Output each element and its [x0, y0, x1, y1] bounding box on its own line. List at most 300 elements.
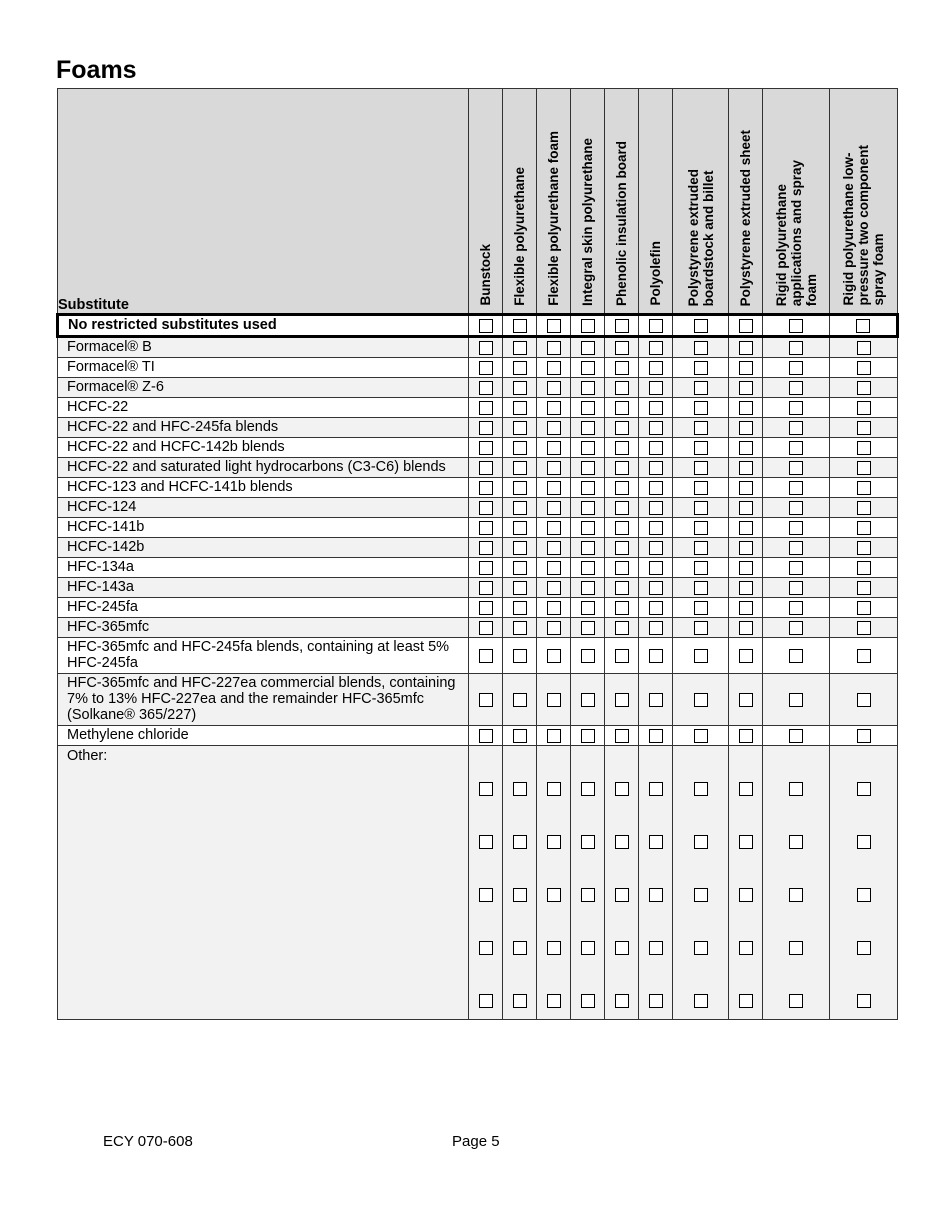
checkbox-cell — [537, 538, 571, 558]
checkbox-polystyrene-extruded-boardstock-and-billet[interactable] — [694, 461, 708, 475]
checkbox-cell — [639, 538, 673, 558]
checkbox-rigid-polyurethane-low-pressure-two-component-spray-foam[interactable] — [857, 481, 871, 495]
checkbox-rigid-polyurethane-low-pressure-two-component-spray-foam[interactable] — [857, 693, 871, 707]
column-header-bunstock — [469, 89, 503, 315]
checkbox-cell — [605, 378, 639, 398]
checkbox-polystyrene-extruded-sheet[interactable] — [739, 481, 753, 495]
checkbox-cell — [830, 598, 898, 618]
checkbox-flexible-polyurethane[interactable] — [513, 601, 527, 615]
checkbox-cell — [639, 337, 673, 358]
checkbox-rigid-polyurethane-applications-and-spray-foam[interactable] — [789, 649, 803, 663]
checkbox-rigid-polyurethane-applications-and-spray-foam[interactable] — [789, 341, 803, 355]
other-checkbox[interactable] — [581, 835, 595, 849]
checkbox-cell — [571, 598, 605, 618]
checkbox-flexible-polyurethane-foam[interactable] — [547, 621, 561, 635]
checkbox-phenolic-insulation-board[interactable] — [615, 361, 629, 375]
other-checkbox[interactable] — [694, 994, 708, 1008]
checkbox-cell — [503, 418, 537, 438]
substitute-name: Methylene chloride — [58, 726, 469, 746]
checkbox-rigid-polyurethane-low-pressure-two-component-spray-foam[interactable] — [857, 501, 871, 515]
checkbox-rigid-polyurethane-low-pressure-two-component-spray-foam[interactable] — [857, 401, 871, 415]
checkbox-phenolic-insulation-board[interactable] — [615, 541, 629, 555]
substitute-name: HFC-365mfc — [58, 618, 469, 638]
checkbox-flexible-polyurethane[interactable] — [513, 693, 527, 707]
checkbox-flexible-polyurethane[interactable] — [513, 521, 527, 535]
checkbox-polystyrene-extruded-boardstock-and-billet[interactable] — [694, 501, 708, 515]
checkbox-polystyrene-extruded-boardstock-and-billet[interactable] — [694, 693, 708, 707]
checkbox-polystyrene-extruded-boardstock-and-billet[interactable] — [694, 729, 708, 743]
checkbox-polystyrene-extruded-boardstock-and-billet[interactable] — [694, 381, 708, 395]
checkbox-rigid-polyurethane-applications-and-spray-foam[interactable] — [789, 581, 803, 595]
checkbox-cell — [673, 578, 729, 598]
checkbox-rigid-polyurethane-low-pressure-two-component-spray-foam[interactable] — [857, 421, 871, 435]
checkbox-polystyrene-extruded-boardstock-and-billet[interactable] — [694, 401, 708, 415]
other-checkbox[interactable] — [789, 888, 803, 902]
checkbox-flexible-polyurethane-foam[interactable] — [547, 441, 561, 455]
checkbox-cell — [673, 618, 729, 638]
other-checkbox[interactable] — [615, 835, 629, 849]
checkbox-bunstock[interactable] — [479, 621, 493, 635]
checkbox-bunstock[interactable] — [479, 601, 493, 615]
checkbox-integral-skin-polyurethane[interactable] — [581, 581, 595, 595]
checkbox-rigid-polyurethane-applications-and-spray-foam[interactable] — [789, 601, 803, 615]
checkbox-integral-skin-polyurethane[interactable] — [581, 461, 595, 475]
checkbox-flexible-polyurethane[interactable] — [513, 319, 527, 333]
checkbox-polyolefin[interactable] — [649, 561, 663, 575]
checkbox-flexible-polyurethane[interactable] — [513, 581, 527, 595]
other-checkbox[interactable] — [479, 941, 493, 955]
column-label: Polystyrene extruded boardstock and billet — [685, 168, 716, 306]
column-header-integral-skin-polyurethane — [571, 89, 605, 315]
checkbox-rigid-polyurethane-applications-and-spray-foam[interactable] — [789, 501, 803, 515]
other-checkbox[interactable] — [694, 941, 708, 955]
checkbox-cell — [729, 558, 763, 578]
checkbox-flexible-polyurethane[interactable] — [513, 501, 527, 515]
other-checkbox[interactable] — [513, 994, 527, 1008]
checkbox-flexible-polyurethane-foam[interactable] — [547, 319, 561, 333]
checkbox-polystyrene-extruded-sheet[interactable] — [739, 381, 753, 395]
other-checkbox[interactable] — [857, 835, 871, 849]
checkbox-rigid-polyurethane-low-pressure-two-component-spray-foam[interactable] — [857, 649, 871, 663]
table-row — [58, 458, 898, 478]
checkbox-rigid-polyurethane-low-pressure-two-component-spray-foam[interactable] — [857, 581, 871, 595]
checkbox-cell — [571, 478, 605, 498]
checkbox-polyolefin[interactable] — [649, 521, 663, 535]
checkbox-flexible-polyurethane[interactable] — [513, 461, 527, 475]
checkbox-bunstock[interactable] — [479, 381, 493, 395]
checkbox-flexible-polyurethane-foam[interactable] — [547, 381, 561, 395]
other-checkbox[interactable] — [513, 888, 527, 902]
checkbox-flexible-polyurethane-foam[interactable] — [547, 361, 561, 375]
checkbox-phenolic-insulation-board[interactable] — [615, 693, 629, 707]
checkbox-cell — [673, 358, 729, 378]
other-checkbox[interactable] — [694, 835, 708, 849]
checkbox-rigid-polyurethane-applications-and-spray-foam[interactable] — [789, 421, 803, 435]
checkbox-integral-skin-polyurethane[interactable] — [581, 649, 595, 663]
checkbox-phenolic-insulation-board[interactable] — [615, 521, 629, 535]
checkbox-flexible-polyurethane[interactable] — [513, 341, 527, 355]
checkbox-integral-skin-polyurethane[interactable] — [581, 481, 595, 495]
checkbox-phenolic-insulation-board[interactable] — [615, 581, 629, 595]
other-checkbox[interactable] — [479, 994, 493, 1008]
checkbox-flexible-polyurethane-foam[interactable] — [547, 461, 561, 475]
other-checkbox[interactable] — [615, 994, 629, 1008]
other-checkbox[interactable] — [547, 835, 561, 849]
checkbox-rigid-polyurethane-applications-and-spray-foam[interactable] — [789, 361, 803, 375]
checkbox-polyolefin[interactable] — [649, 649, 663, 663]
checkbox-polystyrene-extruded-sheet[interactable] — [739, 601, 753, 615]
checkbox-integral-skin-polyurethane[interactable] — [581, 341, 595, 355]
other-checkbox[interactable] — [479, 888, 493, 902]
other-checkbox[interactable] — [513, 941, 527, 955]
checkbox-flexible-polyurethane[interactable] — [513, 361, 527, 375]
checkbox-flexible-polyurethane[interactable] — [513, 541, 527, 555]
checkbox-flexible-polyurethane[interactable] — [513, 441, 527, 455]
checkbox-polystyrene-extruded-boardstock-and-billet[interactable] — [694, 541, 708, 555]
checkbox-polyolefin[interactable] — [649, 461, 663, 475]
checkbox-polystyrene-extruded-boardstock-and-billet[interactable] — [694, 601, 708, 615]
checkbox-cell — [571, 398, 605, 418]
other-checkbox[interactable] — [547, 888, 561, 902]
checkbox-flexible-polyurethane-foam[interactable] — [547, 501, 561, 515]
checkbox-phenolic-insulation-board[interactable] — [615, 421, 629, 435]
checkbox-polystyrene-extruded-sheet[interactable] — [739, 541, 753, 555]
checkbox-polyolefin[interactable] — [649, 381, 663, 395]
checkbox-bunstock[interactable] — [479, 341, 493, 355]
checkbox-bunstock[interactable] — [479, 729, 493, 743]
checkbox-polyolefin[interactable] — [649, 693, 663, 707]
checkbox-cell — [469, 726, 503, 746]
other-checkbox[interactable] — [789, 782, 803, 796]
checkbox-polyolefin[interactable] — [649, 581, 663, 595]
other-checkbox[interactable] — [694, 888, 708, 902]
checkbox-flexible-polyurethane[interactable] — [513, 401, 527, 415]
other-checkbox[interactable] — [857, 888, 871, 902]
checkbox-rigid-polyurethane-applications-and-spray-foam[interactable] — [789, 521, 803, 535]
checkbox-polystyrene-extruded-sheet[interactable] — [739, 319, 753, 333]
checkbox-integral-skin-polyurethane[interactable] — [581, 441, 595, 455]
checkbox-rigid-polyurethane-low-pressure-two-component-spray-foam[interactable] — [857, 361, 871, 375]
other-checkbox[interactable] — [479, 782, 493, 796]
checkbox-flexible-polyurethane[interactable] — [513, 481, 527, 495]
other-checkbox[interactable] — [857, 994, 871, 1008]
checkbox-polystyrene-extruded-boardstock-and-billet[interactable] — [694, 621, 708, 635]
other-checkbox[interactable] — [694, 782, 708, 796]
checkbox-cell — [639, 438, 673, 458]
checkbox-integral-skin-polyurethane[interactable] — [581, 601, 595, 615]
checkbox-phenolic-insulation-board[interactable] — [615, 319, 629, 333]
checkbox-cell — [605, 358, 639, 378]
checkbox-rigid-polyurethane-low-pressure-two-component-spray-foam[interactable] — [857, 601, 871, 615]
other-checkbox[interactable] — [857, 941, 871, 955]
checkbox-cell — [673, 498, 729, 518]
other-checkbox[interactable] — [739, 835, 753, 849]
checkbox-integral-skin-polyurethane[interactable] — [581, 621, 595, 635]
checkbox-polystyrene-extruded-boardstock-and-billet[interactable] — [694, 481, 708, 495]
checkbox-polyolefin[interactable] — [649, 421, 663, 435]
checkbox-flexible-polyurethane-foam[interactable] — [547, 729, 561, 743]
checkbox-bunstock[interactable] — [479, 541, 493, 555]
checkbox-polyolefin[interactable] — [649, 319, 663, 333]
checkbox-cell — [605, 315, 639, 337]
checkbox-rigid-polyurethane-applications-and-spray-foam[interactable] — [789, 621, 803, 635]
other-checkbox[interactable] — [649, 888, 663, 902]
other-checkbox-cell — [469, 746, 503, 1020]
checkbox-integral-skin-polyurethane[interactable] — [581, 361, 595, 375]
column-label: Polystyrene extruded sheet — [738, 129, 753, 306]
other-checkbox[interactable] — [615, 888, 629, 902]
checkbox-flexible-polyurethane-foam[interactable] — [547, 481, 561, 495]
checkbox-flexible-polyurethane[interactable] — [513, 729, 527, 743]
checkbox-cell — [639, 458, 673, 478]
other-checkbox[interactable] — [479, 835, 493, 849]
checkbox-polystyrene-extruded-sheet[interactable] — [739, 693, 753, 707]
checkbox-cell — [763, 638, 830, 674]
checkbox-polystyrene-extruded-boardstock-and-billet[interactable] — [694, 581, 708, 595]
checkbox-cell — [537, 438, 571, 458]
checkbox-bunstock[interactable] — [479, 319, 493, 333]
form-id: ECY 070-608 — [103, 1133, 193, 1150]
checkbox-polystyrene-extruded-sheet[interactable] — [739, 729, 753, 743]
checkbox-polystyrene-extruded-sheet[interactable] — [739, 401, 753, 415]
checkbox-polyolefin[interactable] — [649, 361, 663, 375]
checkbox-flexible-polyurethane[interactable] — [513, 561, 527, 575]
checkbox-rigid-polyurethane-applications-and-spray-foam[interactable] — [789, 441, 803, 455]
checkbox-rigid-polyurethane-applications-and-spray-foam[interactable] — [789, 401, 803, 415]
substitute-name: HFC-365mfc and HFC-245fa blends, containing at least 5% HFC-245fa — [58, 638, 469, 674]
other-checkbox[interactable] — [649, 994, 663, 1008]
checkbox-integral-skin-polyurethane[interactable] — [581, 401, 595, 415]
checkbox-bunstock[interactable] — [479, 461, 493, 475]
checkbox-phenolic-insulation-board[interactable] — [615, 461, 629, 475]
other-checkbox[interactable] — [581, 941, 595, 955]
checkbox-flexible-polyurethane[interactable] — [513, 621, 527, 635]
checkbox-integral-skin-polyurethane[interactable] — [581, 421, 595, 435]
other-checkbox[interactable] — [739, 941, 753, 955]
checkbox-cell — [469, 418, 503, 438]
table-row — [58, 598, 898, 618]
other-checkbox[interactable] — [615, 941, 629, 955]
checkbox-cell — [673, 478, 729, 498]
checkbox-flexible-polyurethane-foam[interactable] — [547, 693, 561, 707]
checkbox-integral-skin-polyurethane[interactable] — [581, 319, 595, 333]
checkbox-cell — [673, 458, 729, 478]
other-checkbox[interactable] — [789, 941, 803, 955]
checkbox-polystyrene-extruded-sheet[interactable] — [739, 521, 753, 535]
checkbox-polyolefin[interactable] — [649, 341, 663, 355]
checkbox-cell — [605, 598, 639, 618]
checkbox-bunstock[interactable] — [479, 693, 493, 707]
checkbox-cell — [469, 315, 503, 337]
checkbox-rigid-polyurethane-low-pressure-two-component-spray-foam[interactable] — [857, 729, 871, 743]
checkbox-integral-skin-polyurethane[interactable] — [581, 729, 595, 743]
checkbox-rigid-polyurethane-applications-and-spray-foam[interactable] — [789, 729, 803, 743]
checkbox-cell — [503, 358, 537, 378]
checkbox-polyolefin[interactable] — [649, 441, 663, 455]
checkbox-flexible-polyurethane-foam[interactable] — [547, 421, 561, 435]
checkbox-flexible-polyurethane-foam[interactable] — [547, 561, 561, 575]
checkbox-cell — [830, 478, 898, 498]
checkbox-bunstock[interactable] — [479, 401, 493, 415]
checkbox-bunstock[interactable] — [479, 481, 493, 495]
checkbox-rigid-polyurethane-applications-and-spray-foam[interactable] — [789, 319, 803, 333]
checkbox-cell — [639, 315, 673, 337]
checkbox-bunstock[interactable] — [479, 361, 493, 375]
checkbox-bunstock[interactable] — [479, 441, 493, 455]
checkbox-cell — [537, 458, 571, 478]
checkbox-polystyrene-extruded-boardstock-and-billet[interactable] — [694, 441, 708, 455]
checkbox-polystyrene-extruded-sheet[interactable] — [739, 581, 753, 595]
checkbox-flexible-polyurethane[interactable] — [513, 381, 527, 395]
checkbox-rigid-polyurethane-applications-and-spray-foam[interactable] — [789, 461, 803, 475]
substitute-name: Formacel® B — [58, 337, 469, 358]
checkbox-bunstock[interactable] — [479, 561, 493, 575]
checkbox-rigid-polyurethane-low-pressure-two-component-spray-foam[interactable] — [857, 541, 871, 555]
other-checkbox[interactable] — [547, 941, 561, 955]
checkbox-phenolic-insulation-board[interactable] — [615, 601, 629, 615]
checkbox-cell — [673, 337, 729, 358]
checkbox-integral-skin-polyurethane[interactable] — [581, 521, 595, 535]
checkbox-polystyrene-extruded-boardstock-and-billet[interactable] — [694, 521, 708, 535]
checkbox-bunstock[interactable] — [479, 421, 493, 435]
other-checkbox[interactable] — [615, 782, 629, 796]
checkbox-rigid-polyurethane-applications-and-spray-foam[interactable] — [789, 481, 803, 495]
checkbox-polyolefin[interactable] — [649, 601, 663, 615]
checkbox-cell — [763, 538, 830, 558]
table-row — [58, 398, 898, 418]
checkbox-phenolic-insulation-board[interactable] — [615, 729, 629, 743]
other-checkbox[interactable] — [857, 782, 871, 796]
checkbox-polystyrene-extruded-boardstock-and-billet[interactable] — [694, 421, 708, 435]
checkbox-bunstock[interactable] — [479, 649, 493, 663]
checkbox-polystyrene-extruded-boardstock-and-billet[interactable] — [694, 649, 708, 663]
checkbox-rigid-polyurethane-low-pressure-two-component-spray-foam[interactable] — [857, 461, 871, 475]
checkbox-rigid-polyurethane-applications-and-spray-foam[interactable] — [789, 381, 803, 395]
checkbox-phenolic-insulation-board[interactable] — [615, 501, 629, 515]
checkbox-phenolic-insulation-board[interactable] — [615, 621, 629, 635]
checkbox-polyolefin[interactable] — [649, 621, 663, 635]
other-checkbox[interactable] — [789, 994, 803, 1008]
checkbox-rigid-polyurethane-low-pressure-two-component-spray-foam[interactable] — [857, 441, 871, 455]
checkbox-flexible-polyurethane-foam[interactable] — [547, 341, 561, 355]
checkbox-integral-skin-polyurethane[interactable] — [581, 381, 595, 395]
checkbox-cell — [571, 358, 605, 378]
other-checkbox[interactable] — [513, 782, 527, 796]
checkbox-cell — [639, 726, 673, 746]
other-checkbox[interactable] — [547, 994, 561, 1008]
checkbox-rigid-polyurethane-applications-and-spray-foam[interactable] — [789, 541, 803, 555]
table-row — [58, 478, 898, 498]
other-checkbox[interactable] — [649, 941, 663, 955]
checkbox-flexible-polyurethane-foam[interactable] — [547, 541, 561, 555]
checkbox-polystyrene-extruded-sheet[interactable] — [739, 621, 753, 635]
checkbox-rigid-polyurethane-applications-and-spray-foam[interactable] — [789, 693, 803, 707]
checkbox-flexible-polyurethane-foam[interactable] — [547, 521, 561, 535]
checkbox-phenolic-insulation-board[interactable] — [615, 381, 629, 395]
checkbox-rigid-polyurethane-low-pressure-two-component-spray-foam[interactable] — [857, 621, 871, 635]
other-checkbox[interactable] — [649, 782, 663, 796]
checkbox-polystyrene-extruded-sheet[interactable] — [739, 441, 753, 455]
checkbox-phenolic-insulation-board[interactable] — [615, 481, 629, 495]
checkbox-flexible-polyurethane-foam[interactable] — [547, 601, 561, 615]
other-checkbox[interactable] — [547, 782, 561, 796]
checkbox-flexible-polyurethane-foam[interactable] — [547, 581, 561, 595]
checkbox-cell — [763, 674, 830, 726]
header-row — [58, 89, 898, 315]
checkbox-rigid-polyurethane-low-pressure-two-component-spray-foam[interactable] — [857, 341, 871, 355]
checkbox-integral-skin-polyurethane[interactable] — [581, 501, 595, 515]
checkbox-polystyrene-extruded-sheet[interactable] — [739, 361, 753, 375]
checkbox-flexible-polyurethane-foam[interactable] — [547, 401, 561, 415]
checkbox-rigid-polyurethane-low-pressure-two-component-spray-foam[interactable] — [857, 521, 871, 535]
checkbox-phenolic-insulation-board[interactable] — [615, 341, 629, 355]
checkbox-polyolefin[interactable] — [649, 541, 663, 555]
checkbox-flexible-polyurethane[interactable] — [513, 421, 527, 435]
checkbox-integral-skin-polyurethane[interactable] — [581, 541, 595, 555]
other-checkbox[interactable] — [581, 888, 595, 902]
checkbox-polystyrene-extruded-sheet[interactable] — [739, 461, 753, 475]
checkbox-polyolefin[interactable] — [649, 401, 663, 415]
checkbox-polystyrene-extruded-boardstock-and-billet[interactable] — [694, 561, 708, 575]
column-header-polystyrene-extruded-boardstock — [673, 89, 729, 315]
other-checkbox[interactable] — [739, 782, 753, 796]
checkbox-rigid-polyurethane-low-pressure-two-component-spray-foam[interactable] — [856, 319, 870, 333]
checkbox-polystyrene-extruded-sheet[interactable] — [739, 649, 753, 663]
checkbox-phenolic-insulation-board[interactable] — [615, 561, 629, 575]
checkbox-bunstock[interactable] — [479, 521, 493, 535]
checkbox-cell — [537, 598, 571, 618]
checkbox-polystyrene-extruded-sheet[interactable] — [739, 501, 753, 515]
checkbox-cell — [830, 398, 898, 418]
checkbox-polyolefin[interactable] — [649, 729, 663, 743]
checkbox-polystyrene-extruded-sheet[interactable] — [739, 341, 753, 355]
checkbox-flexible-polyurethane-foam[interactable] — [547, 649, 561, 663]
checkbox-bunstock[interactable] — [479, 581, 493, 595]
checkbox-cell — [639, 618, 673, 638]
other-checkbox[interactable] — [581, 994, 595, 1008]
other-checkbox[interactable] — [649, 835, 663, 849]
checkbox-polyolefin[interactable] — [649, 481, 663, 495]
checkbox-rigid-polyurethane-low-pressure-two-component-spray-foam[interactable] — [857, 561, 871, 575]
checkbox-cell — [830, 726, 898, 746]
other-checkbox-cell — [729, 746, 763, 1020]
checkbox-cell — [729, 638, 763, 674]
checkbox-phenolic-insulation-board[interactable] — [615, 649, 629, 663]
checkbox-rigid-polyurethane-applications-and-spray-foam[interactable] — [789, 561, 803, 575]
checkbox-polystyrene-extruded-boardstock-and-billet[interactable] — [694, 361, 708, 375]
checkbox-integral-skin-polyurethane[interactable] — [581, 561, 595, 575]
checkbox-polystyrene-extruded-boardstock-and-billet[interactable] — [694, 319, 708, 333]
other-checkbox[interactable] — [789, 835, 803, 849]
other-checkbox[interactable] — [513, 835, 527, 849]
table-row — [58, 674, 898, 726]
checkbox-flexible-polyurethane[interactable] — [513, 649, 527, 663]
checkbox-polystyrene-extruded-sheet[interactable] — [739, 421, 753, 435]
other-checkbox[interactable] — [739, 994, 753, 1008]
other-checkbox[interactable] — [739, 888, 753, 902]
other-checkbox[interactable] — [581, 782, 595, 796]
checkbox-phenolic-insulation-board[interactable] — [615, 401, 629, 415]
checkbox-polystyrene-extruded-sheet[interactable] — [739, 561, 753, 575]
checkbox-integral-skin-polyurethane[interactable] — [581, 693, 595, 707]
checkbox-bunstock[interactable] — [479, 501, 493, 515]
checkbox-phenolic-insulation-board[interactable] — [615, 441, 629, 455]
checkbox-cell — [639, 674, 673, 726]
checkbox-polystyrene-extruded-boardstock-and-billet[interactable] — [694, 341, 708, 355]
checkbox-polyolefin[interactable] — [649, 501, 663, 515]
checkbox-cell — [729, 398, 763, 418]
checkbox-rigid-polyurethane-low-pressure-two-component-spray-foam[interactable] — [857, 381, 871, 395]
